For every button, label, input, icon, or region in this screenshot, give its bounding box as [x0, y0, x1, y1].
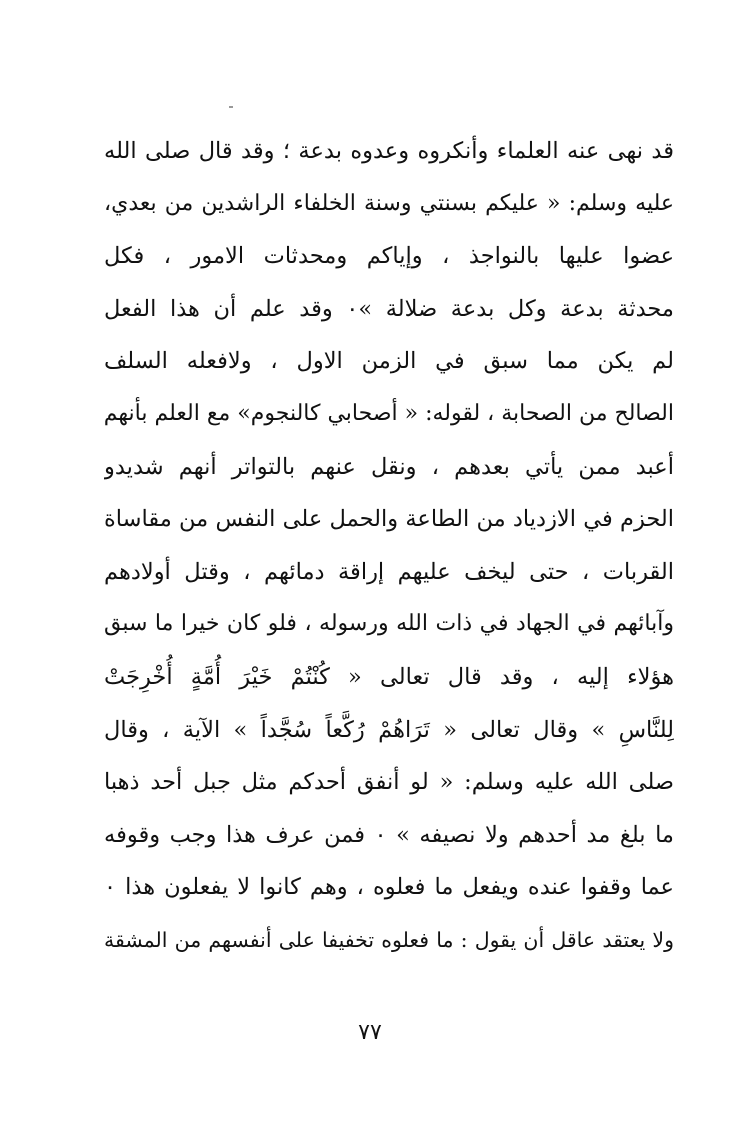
text-line-13: صلى الله عليه وسلم: « لو أنفق أحدكم مثل جبل أحد ذهبا: [104, 769, 674, 796]
text-line-16: ولا يعتقد عاقل أن يقول : ما فعلوه تخفيفا على أنفسهم من المشقة: [104, 927, 674, 952]
text-line-11: هؤلاء إليه ، وقد قال تعالى « كُنْتُمْ خَيْرَ أُمَّةٍ أُخْرِجَتْ: [104, 663, 674, 690]
text-line-5: لم يكن مما سبق في الزمن الاول ، ولافعله السلف: [104, 348, 674, 375]
paper-speck: [229, 106, 233, 108]
text-line-10: وآبائهم في الجهاد في ذات الله ورسوله ، فلو كان خيرا ما سبق: [104, 611, 674, 637]
body-text: [104, 125, 674, 967]
page-number: ٧٧: [358, 1020, 382, 1045]
text-line-14: ما بلغ مد أحدهم ولا نصيفه » ٠ فمن عرف هذا وجب وقوفه: [104, 821, 674, 848]
text-line-8: الحزم في الازدياد من الطاعة والحمل على النفس من مقاساة: [104, 506, 674, 533]
text-line-3: عضوا عليها بالنواجذ ، وإياكم ومحدثات الامور ، فكل: [104, 243, 674, 270]
text-line-9: القربات ، حتى ليخف عليهم إراقة دمائهم ، وقتل أولادهم: [104, 558, 674, 585]
text-line-15: عما وقفوا عنده ويفعل ما فعلوه ، وهم كانوا لا يفعلون هذا ٠: [104, 874, 674, 901]
text-line-1: قد نهى عنه العلماء وأنكروه وعدوه بدعة ؛ وقد قال صلى الله: [104, 138, 674, 164]
text-line-12: لِلنَّاسِ » وقال تعالى « تَرَاهُمْ رُكَّعاً سُجَّداً » الآية ، وقال: [104, 716, 674, 743]
text-line-4: محدثة بدعة وكل بدعة ضلالة »٠ وقد علم أن هذا الفعل: [104, 295, 674, 322]
text-line-6: الصالح من الصحابة ، لقوله: « أصحابي كالنجوم» مع العلم بأنهم: [104, 400, 674, 426]
text-line-2: عليه وسلم: « عليكم بسنتي وسنة الخلفاء الراشدين من بعدي،: [104, 190, 674, 216]
text-line-7: أعبد ممن يأتي بعدهم ، ونقل عنهم بالتواتر أنهم شديدو: [104, 453, 674, 480]
